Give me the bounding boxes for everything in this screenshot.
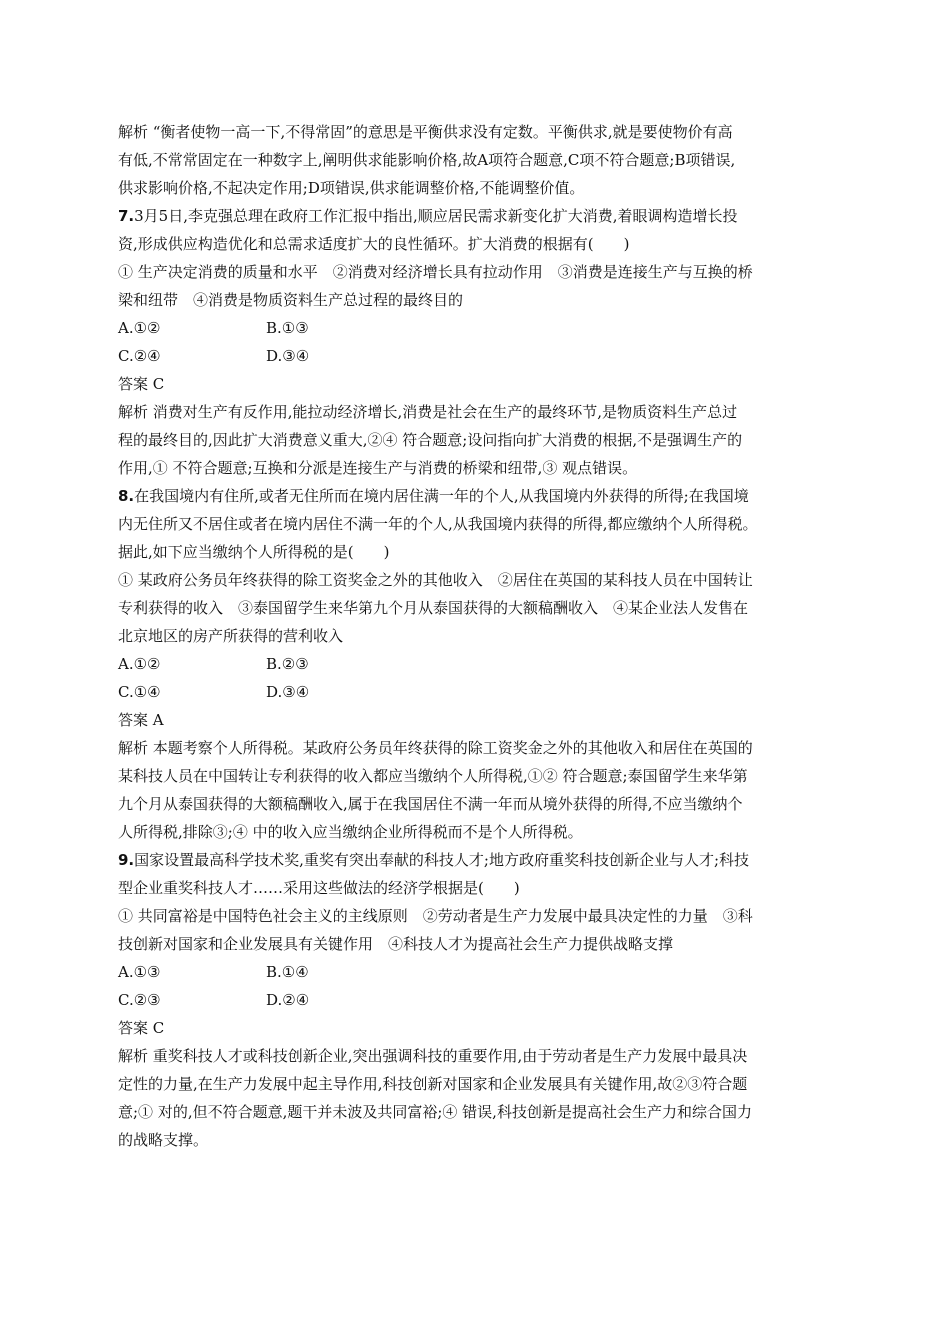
option-a: A.①② xyxy=(118,655,161,673)
answer-line: 答案 C xyxy=(118,1019,165,1037)
question-number: 7. xyxy=(118,207,135,225)
question-item-line: ① 生产决定消费的质量和水平 ②消费对经济增长具有拉动作用 ③消费是连接生产与互换的桥 xyxy=(118,263,753,281)
question-stem-line xyxy=(118,202,838,230)
document-page xyxy=(118,118,838,1154)
options-row xyxy=(118,986,838,1014)
question-stem-line: 据此,如下应当缴纳个人所得税的是( ) xyxy=(118,543,390,561)
analysis-line: 定性的力量,在生产力发展中起主导作用,科技创新对国家和企业发展具有关键作用,故②③符合题 xyxy=(118,1075,748,1093)
analysis-line: 程的最终目的,因此扩大消费意义重大,②④ 符合题意;设问指向扩大消费的根据,不是强调生产的 xyxy=(118,431,743,449)
question-item-line: 梁和纽带 ④消费是物质资料生产总过程的最终目的 xyxy=(118,291,464,309)
analysis-line: 的战略支撑。 xyxy=(118,1131,209,1149)
question-item-line: ① 某政府公务员年终获得的除工资奖金之外的其他收入 ②居住在英国的某科技人员在中国转让 xyxy=(118,571,753,589)
analysis-line: 解析 “衡者使物一高一下,不得常固”的意思是平衡供求没有定数。平衡供求,就是要使物价有高 xyxy=(118,123,733,141)
option-a: A.①③ xyxy=(118,963,161,981)
option-d: D.③④ xyxy=(266,683,310,701)
question-stem-line: 型企业重奖科技人才……采用这些做法的经济学根据是( ) xyxy=(118,879,520,897)
option-a: A.①② xyxy=(118,319,161,337)
question-stem-text: 3月5日,李克强总理在政府工作汇报中指出,顺应居民需求新变化扩大消费,着眼调构造增长投 xyxy=(134,207,738,225)
answer-line: 答案 A xyxy=(118,711,164,729)
options-row xyxy=(118,342,838,370)
option-c: C.②④ xyxy=(118,347,161,365)
question-stem-text: 在我国境内有住所,或者无住所而在境内居住满一年的个人,从我国境内外获得的所得;在我国境 xyxy=(134,487,749,505)
analysis-block-q6 xyxy=(118,118,838,202)
analysis-line: 意;① 对的,但不符合题意,题干并未波及共同富裕;④ 错误,科技创新是提高社会生产力和综合国力 xyxy=(118,1103,752,1121)
options-row xyxy=(118,958,838,986)
option-b: B.②③ xyxy=(266,655,309,673)
question-stem-line xyxy=(118,482,838,510)
question-stem-text: 国家设置最高科学技术奖,重奖有突出奉献的科技人才;地方政府重奖科技创新企业与人才;科技 xyxy=(134,851,750,869)
question-stem-line: 资,形成供应构造优化和总需求适度扩大的良性循环。扩大消费的根据有( ) xyxy=(118,235,630,253)
option-d: D.②④ xyxy=(266,991,310,1009)
options-row xyxy=(118,650,838,678)
analysis-line: 解析 消费对生产有反作用,能拉动经济增长,消费是社会在生产的最终环节,是物质资料生产总过 xyxy=(118,403,738,421)
option-c: C.①④ xyxy=(118,683,161,701)
answer-line: 答案 C xyxy=(118,375,165,393)
question-9 xyxy=(118,846,838,1154)
question-item-line: 专利获得的收入 ③泰国留学生来华第九个月从泰国获得的大额稿酬收入 ④某企业法人发售在 xyxy=(118,599,749,617)
analysis-line: 有低,不常常固定在一种数字上,阐明供求能影响价格,故A项符合题意,C项不符合题意;B项错误, xyxy=(118,151,736,169)
question-item-line: ① 共同富裕是中国特色社会主义的主线原则 ②劳动者是生产力发展中最具决定性的力量 ③科 xyxy=(118,907,753,925)
option-b: B.①④ xyxy=(266,963,309,981)
question-7 xyxy=(118,202,838,482)
analysis-line: 解析 重奖科技人才或科技创新企业,突出强调科技的重要作用,由于劳动者是生产力发展中最具决 xyxy=(118,1047,748,1065)
option-b: B.①③ xyxy=(266,319,309,337)
question-number: 8. xyxy=(118,487,135,505)
question-stem-line xyxy=(118,846,838,874)
question-item-line: 技创新对国家和企业发展具有关键作用 ④科技人才为提高社会生产力提供战略支撑 xyxy=(118,935,674,953)
question-8 xyxy=(118,482,838,846)
analysis-line: 解析 本题考察个人所得税。某政府公务员年终获得的除工资奖金之外的其他收入和居住在英国的 xyxy=(118,739,753,757)
option-d: D.③④ xyxy=(266,347,310,365)
analysis-line: 九个月从泰国获得的大额稿酬收入,属于在我国居住不满一年而从境外获得的所得,不应当缴纳个 xyxy=(118,795,743,813)
options-row xyxy=(118,314,838,342)
question-number: 9. xyxy=(118,851,135,869)
analysis-line: 作用,① 不符合题意;互换和分派是连接生产与消费的桥梁和纽带,③ 观点错误。 xyxy=(118,459,638,477)
analysis-line: 某科技人员在中国转让专利获得的收入都应当缴纳个人所得税,①② 符合题意;泰国留学生来华第 xyxy=(118,767,748,785)
analysis-line: 供求影响价格,不起决定作用;D项错误,供求能调整价格,不能调整价值。 xyxy=(118,179,585,197)
analysis-line: 人所得税,排除③;④ 中的收入应当缴纳企业所得税而不是个人所得税。 xyxy=(118,823,583,841)
option-c: C.②③ xyxy=(118,991,161,1009)
options-row xyxy=(118,678,838,706)
question-item-line: 北京地区的房产所获得的营利收入 xyxy=(118,627,344,645)
question-stem-line: 内无住所又不居住或者在境内居住不满一年的个人,从我国境内获得的所得,都应缴纳个人所得税。 xyxy=(118,515,758,533)
